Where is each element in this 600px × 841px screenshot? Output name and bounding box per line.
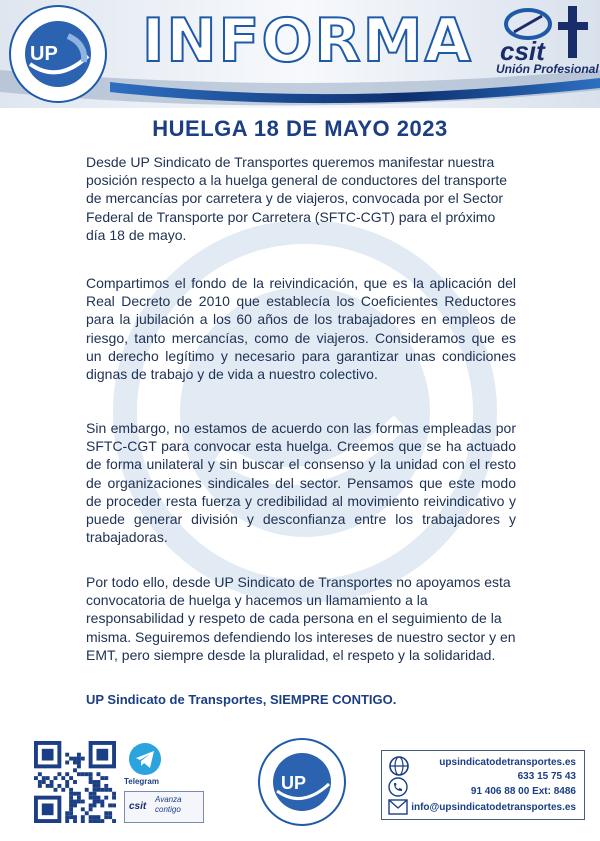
contact-box: [381, 750, 585, 820]
footer-up-logo-text: UP: [281, 773, 307, 793]
phone-icon: [388, 777, 408, 797]
header-title: INFORMA: [142, 6, 473, 76]
contact-website[interactable]: upsindicatodetransportes.es: [439, 757, 576, 768]
csit-subtitle: Unión Profesional: [496, 62, 599, 76]
closing-signature: UP Sindicato de Transportes, SIEMPRE CONTIGO.: [86, 692, 397, 707]
mail-icon: [388, 799, 408, 815]
paragraph-intro: Desde UP Sindicato de Transportes queremos manifestar nuestra posición respecto a la huelga general de conductores del transporte de mercancías por carretera y de viajeros, convocada por el Sector Federal de Transporte por Carretera (SFTC-CGT) para el próximo día 18 de mayo.: [86, 154, 508, 243]
contact-email[interactable]: info@upsindicatodetransportes.es: [411, 802, 576, 813]
paragraph-disagreement: Sin embargo, no estamos de acuerdo con las formas empleadas por SFTC-CGT para convocar esta huelga. Creemos que se ha actuado de forma unilateral y sin buscar el consenso y la unidad con el resto de organizaciones sindicales del sector. Pensamos que este modo de proceder resta fuerza y credibilidad al movimiento reivindicativo y puede generar división y desconfianza entre los trabajadores y trabajadoras.: [86, 420, 516, 546]
header-banner: [0, 0, 600, 108]
footer-up-logo-icon: [257, 737, 347, 827]
paragraph-support: Compartimos el fondo de la reivindicación, que es la aplicación del Real Decreto de 2010 que establecía los Coeficientes Reductores para la jubilación a los 60 años de los trabajadores en empleos de riesgo, tanto mercancías, como de viajeros. Consideramos que es un derecho legítimo y necesario para garantizar unas condiciones dignas de trabajo y de vida a nuestro colectivo.: [86, 275, 516, 383]
up-logo-text: UP: [30, 43, 58, 65]
avanza-contigo-badge: [124, 791, 204, 823]
telegram-icon[interactable]: [128, 742, 162, 776]
badge-slogan: Avanza contigo: [155, 795, 182, 814]
paragraph-conclusion: Por todo ello, desde UP Sindicato de Transportes no apoyamos esta convocatoria de huelga y hacemos un llamamiento a la responsabilidad y respeto de cada persona en el seguimiento de la misma. Seguiremos defendiendo los intereses de nuestro sector y en EMT, pero siempre desde la pluralidad, el respeto y la solidaridad.: [86, 574, 516, 663]
up-logo-icon: [8, 4, 108, 104]
globe-icon: [388, 755, 410, 777]
contact-phone-extension[interactable]: 91 406 88 00 Ext: 8486: [470, 786, 576, 797]
badge-csit-text: csit: [129, 801, 147, 812]
qr-code-icon[interactable]: [34, 741, 116, 823]
headline: HUELGA 18 DE MAYO 2023: [152, 116, 448, 141]
csit-logo-text: csit: [500, 36, 545, 66]
telegram-label[interactable]: Telegram: [124, 777, 159, 786]
contact-phone[interactable]: 633 15 75 43: [517, 771, 576, 782]
